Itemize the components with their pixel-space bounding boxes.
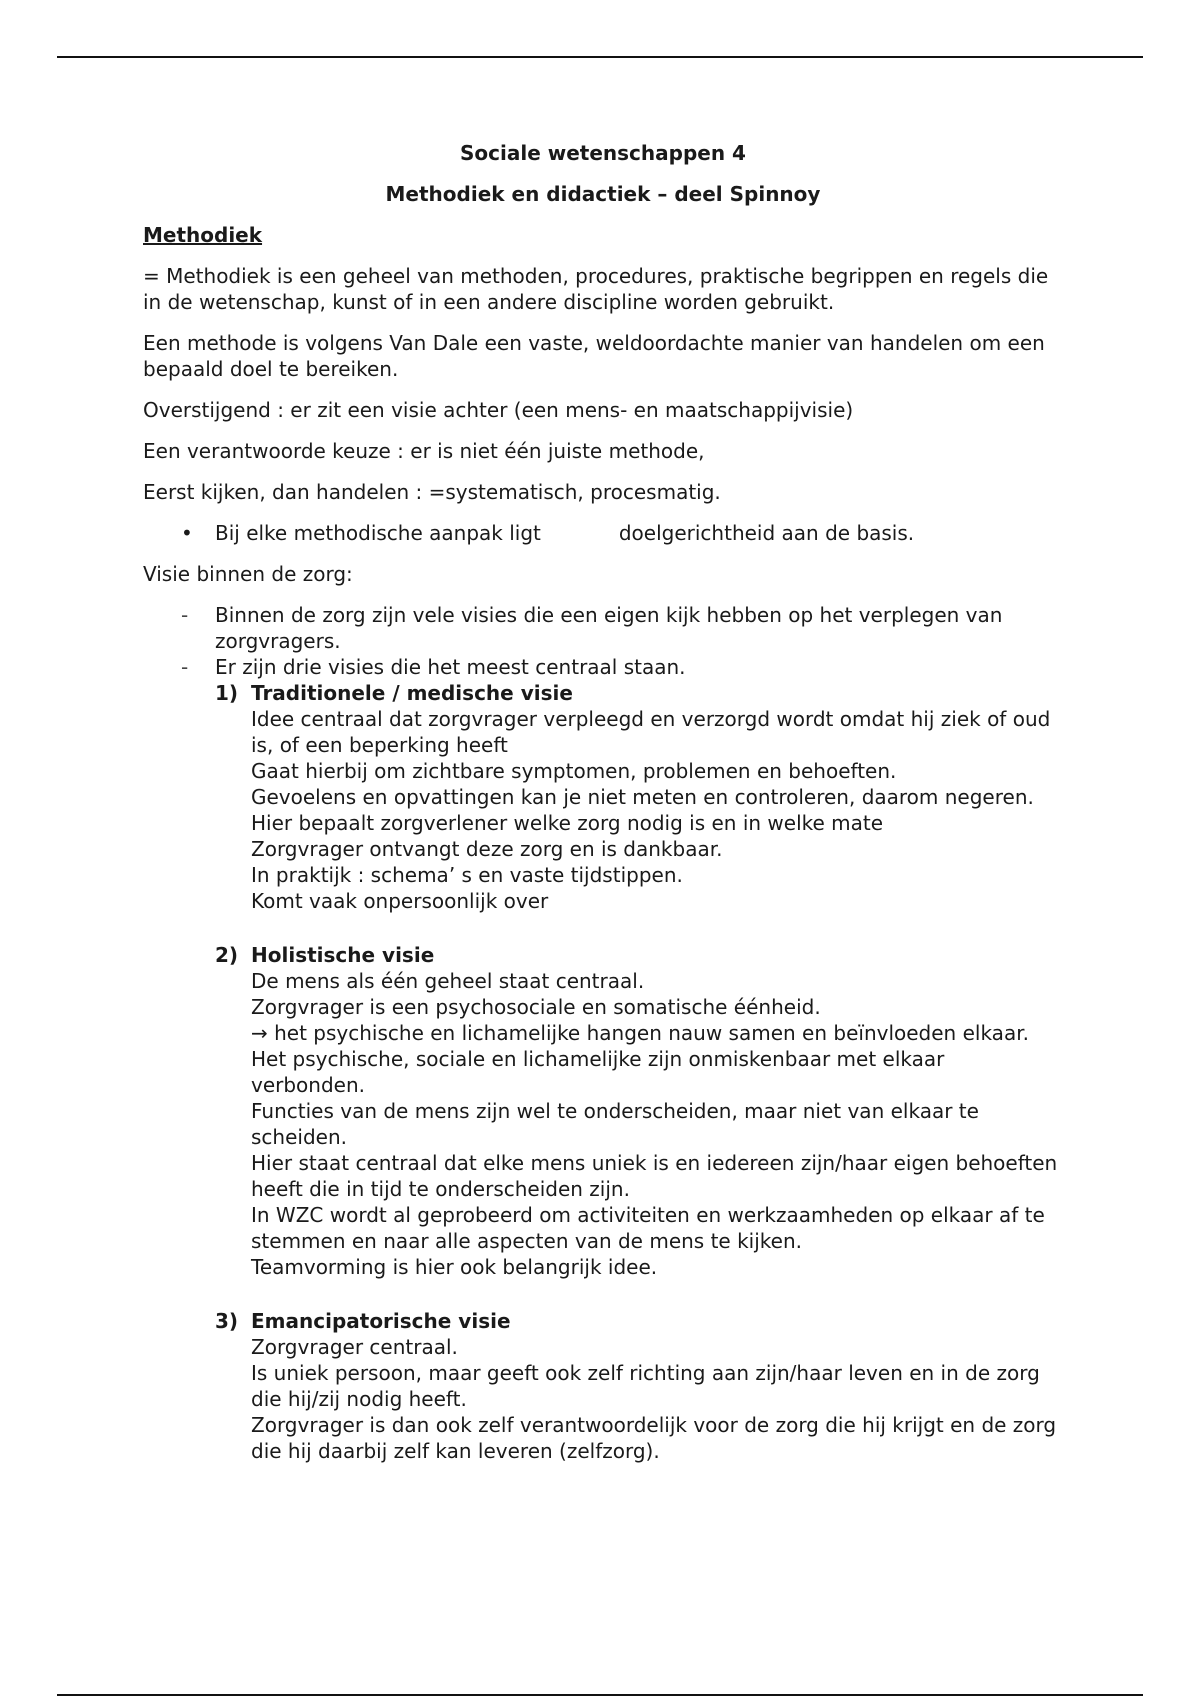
vision-emancipatorische bbox=[215, 1308, 1063, 1464]
visions-list bbox=[215, 680, 1063, 1464]
section-heading: Methodiek bbox=[143, 223, 263, 247]
bullet-text-part1: Bij elke methodische aanpak ligt bbox=[215, 521, 541, 545]
keuze-paragraph: Een verantwoorde keuze : er is niet één juiste methode, bbox=[143, 439, 705, 463]
vision-line: Teamvorming is hier ook belangrijk idee. bbox=[251, 1255, 658, 1279]
vision-line: Zorgvrager is een psychosociale en somatische éénheid. bbox=[251, 995, 821, 1019]
document-page bbox=[143, 140, 1063, 1492]
dash-mark: - bbox=[181, 655, 189, 679]
vision-number: 3) bbox=[215, 1309, 239, 1333]
vision-line: → het psychische en lichamelijke hangen nauw samen en beïnvloeden elkaar. bbox=[251, 1021, 1029, 1045]
eerst-paragraph: Eerst kijken, dan handelen : =systematisch, procesmatig. bbox=[143, 480, 721, 504]
list-item-text: Er zijn drie visies die het meest centraal staan. bbox=[215, 655, 686, 679]
list-item-text: Binnen de zorg zijn vele visies die een eigen kijk hebben op het verplegen van zorgvragers. bbox=[215, 603, 1003, 653]
vision-body bbox=[251, 968, 1063, 1280]
vision-line: Zorgvrager centraal. bbox=[251, 1335, 458, 1359]
vision-line: Komt vaak onpersoonlijk over bbox=[251, 889, 549, 913]
list-item bbox=[181, 654, 1063, 680]
document-title: Sociale wetenschappen 4 bbox=[460, 141, 746, 165]
vision-number: 1) bbox=[215, 681, 239, 705]
bullet-text bbox=[215, 520, 914, 546]
vision-line: Zorgvrager is dan ook zelf verantwoordelijk voor de zorg die hij krijgt en de zorg die hij daarbij zelf kan leveren (zelfzorg). bbox=[251, 1413, 1057, 1463]
definition-paragraph: = Methodiek is een geheel van methoden, procedures, praktische begrippen en regels die in de wetenschap, kunst of in een andere discipline worden gebruikt. bbox=[143, 264, 1049, 314]
vision-heading bbox=[215, 1308, 1063, 1334]
method-paragraph: Een methode is volgens Van Dale een vaste, weldoordachte manier van handelen om een bepaald doel te bereiken. bbox=[143, 331, 1045, 381]
vision-line: Hier bepaalt zorgverlener welke zorg nodig is en in welke mate bbox=[251, 811, 884, 835]
dash-list bbox=[181, 602, 1063, 680]
header-rule bbox=[57, 56, 1143, 58]
vision-title: Holistische visie bbox=[251, 943, 435, 967]
vision-traditionele bbox=[215, 680, 1063, 914]
vision-body bbox=[251, 706, 1063, 914]
vision-line: Zorgvrager ontvangt deze zorg en is dankbaar. bbox=[251, 837, 723, 861]
vision-holistische bbox=[215, 942, 1063, 1280]
list-item bbox=[181, 602, 1063, 654]
bullet-item bbox=[181, 520, 1063, 546]
vision-line: Is uniek persoon, maar geeft ook zelf richting aan zijn/haar leven en in de zorg die hij/zij nodig heeft. bbox=[251, 1361, 1040, 1411]
vision-title: Emancipatorische visie bbox=[251, 1309, 511, 1333]
vision-line: In praktijk : schema’ s en vaste tijdstippen. bbox=[251, 863, 683, 887]
vision-line: Gaat hierbij om zichtbare symptomen, problemen en behoeften. bbox=[251, 759, 897, 783]
bullet-text-part2: doelgerichtheid aan de basis. bbox=[618, 521, 915, 545]
vision-number: 2) bbox=[215, 943, 239, 967]
vision-line: De mens als één geheel staat centraal. bbox=[251, 969, 645, 993]
vision-line: Het psychische, sociale en lichamelijke zijn onmiskenbaar met elkaar verbonden. bbox=[251, 1047, 945, 1097]
vision-heading bbox=[215, 942, 1063, 968]
overstijgend-paragraph: Overstijgend : er zit een visie achter (een mens- en maatschappijvisie) bbox=[143, 398, 854, 422]
vision-line: Functies van de mens zijn wel te onderscheiden, maar niet van elkaar te scheiden. bbox=[251, 1099, 979, 1149]
bullet-mark: • bbox=[181, 521, 193, 545]
dash-mark: - bbox=[181, 603, 189, 627]
footer-rule bbox=[57, 1694, 1143, 1696]
document-subtitle: Methodiek en didactiek – deel Spinnoy bbox=[385, 182, 821, 206]
vision-line: In WZC wordt al geprobeerd om activiteiten en werkzaamheden op elkaar af te stemmen en naar alle aspecten van de mens te kijken. bbox=[251, 1203, 1045, 1253]
vision-body bbox=[251, 1334, 1063, 1464]
vision-line: Hier staat centraal dat elke mens uniek is en iedereen zijn/haar eigen behoeften heeft die in tijd te onderscheiden zijn. bbox=[251, 1151, 1058, 1201]
vision-heading bbox=[215, 680, 1063, 706]
vision-line: Gevoelens en opvattingen kan je niet meten en controleren, daarom negeren. bbox=[251, 785, 1034, 809]
vision-title: Traditionele / medische visie bbox=[251, 681, 573, 705]
visie-intro: Visie binnen de zorg: bbox=[143, 562, 353, 586]
vision-line: Idee centraal dat zorgvrager verpleegd en verzorgd wordt omdat hij ziek of oud is, of een beperking heeft bbox=[251, 707, 1051, 757]
